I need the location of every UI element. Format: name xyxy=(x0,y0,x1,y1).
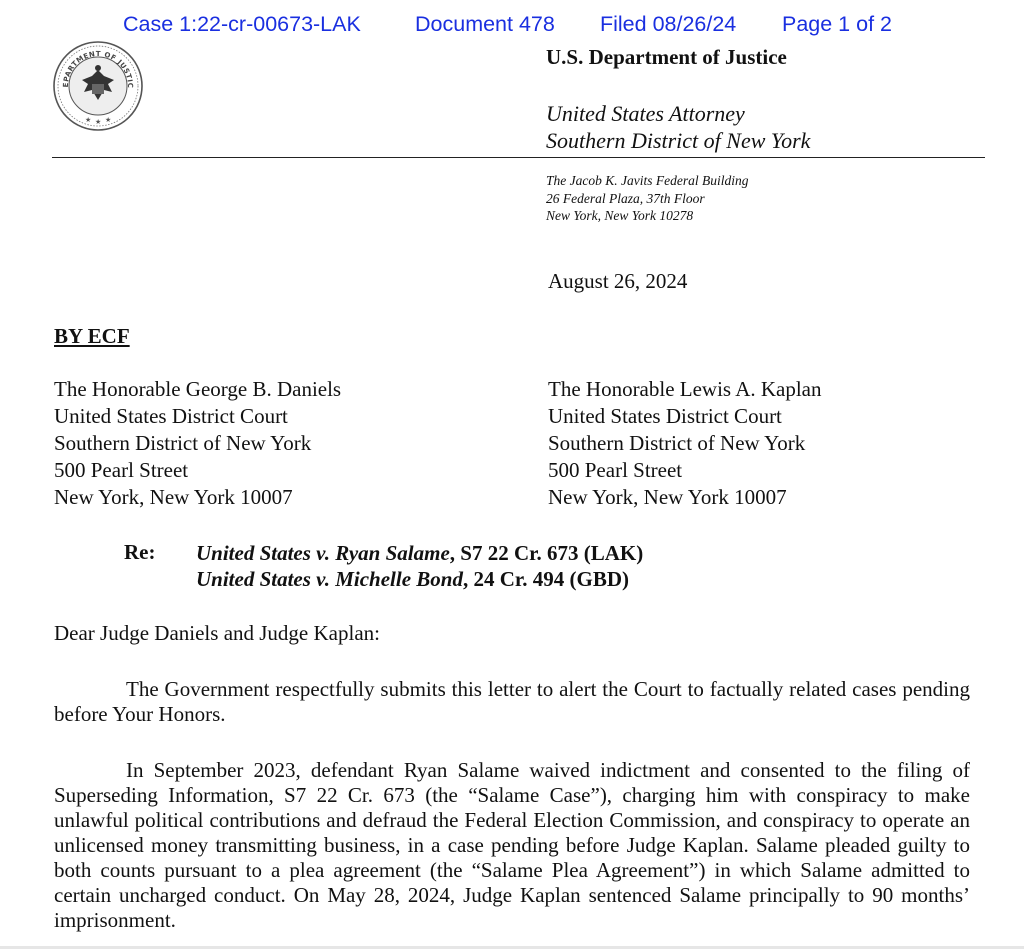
recipient-name: The Honorable Lewis A. Kaplan xyxy=(548,377,822,401)
address-line: New York, New York 10278 xyxy=(546,208,694,223)
ecf-header xyxy=(0,12,1024,42)
recipient-district: Southern District of New York xyxy=(54,431,312,455)
office-line: United States Attorney xyxy=(546,101,745,126)
case-docket: , 24 Cr. 494 (GBD) xyxy=(462,567,630,591)
svg-text:★: ★ xyxy=(85,116,92,124)
page-number: Page 1 of 2 xyxy=(782,12,892,36)
doj-seal-icon xyxy=(52,40,144,132)
address-line: The Jacob K. Javits Federal Building xyxy=(546,173,749,188)
re-case-line xyxy=(196,566,643,592)
office-address xyxy=(546,172,748,225)
recipient-court: United States District Court xyxy=(548,404,782,428)
body-paragraph: The Government respectfully submits this letter to alert the Court to factually related cases pending before Your Honors. xyxy=(54,677,970,726)
recipient-court: United States District Court xyxy=(54,404,288,428)
recipient-name: The Honorable George B. Daniels xyxy=(54,377,342,401)
case-number: Case 1:22-cr-00673-LAK xyxy=(123,12,361,36)
letter-date: August 26, 2024 xyxy=(548,269,688,293)
case-caption: United States v. Michelle Bond xyxy=(196,567,463,591)
office-name xyxy=(546,100,810,154)
recipient-address xyxy=(548,376,822,511)
address-line: 26 Federal Plaza, 37th Floor xyxy=(546,190,705,206)
recipient-city: New York, New York 10007 xyxy=(54,485,293,509)
recipient-district: Southern District of New York xyxy=(548,431,806,455)
svg-text:★: ★ xyxy=(95,118,102,126)
filed-date: Filed 08/26/24 xyxy=(600,12,737,36)
svg-text:DEPARTMENT OF JUSTICE: EPARTMENT OF JUSTIC xyxy=(61,49,135,89)
recipient-city: New York, New York 10007 xyxy=(548,485,787,509)
document-number: Document 478 xyxy=(415,12,555,36)
recipient-street: 500 Pearl Street xyxy=(548,458,683,482)
recipient-street: 500 Pearl Street xyxy=(54,458,189,482)
office-line: Southern District of New York xyxy=(546,128,811,153)
salutation: Dear Judge Daniels and Judge Kaplan: xyxy=(54,621,380,645)
delivery-method: BY ECF xyxy=(54,324,130,348)
letterhead-divider xyxy=(52,157,985,158)
case-caption: United States v. Ryan Salame xyxy=(196,541,450,565)
case-docket: , S7 22 Cr. 673 (LAK) xyxy=(449,541,644,565)
svg-text:★: ★ xyxy=(105,116,112,124)
re-block xyxy=(196,540,643,592)
re-label: Re: xyxy=(124,540,156,564)
body-paragraph: In September 2023, defendant Ryan Salame waived indictment and consented to the filing of Superseding Information, S7 22 Cr. 673 (the “Salame Case”), charging him with conspiracy to make unlawful political contributions and defraud the Federal Election Commission, and conspiracy to operate an unlicensed money transmitting business, in a case pending before Judge Kaplan. Salame pleaded guilty to both counts pursuant to a plea agreement (the “Salame Plea Agreement”) in which Salame admitted to certain uncharged conduct. On May 28, 2024, Judge Kaplan sentenced Salame principally to 90 months’ imprisonment. xyxy=(54,758,970,932)
department-name: U.S. Department of Justice xyxy=(546,45,787,69)
re-case-line xyxy=(196,540,643,566)
recipient-address xyxy=(54,376,341,511)
